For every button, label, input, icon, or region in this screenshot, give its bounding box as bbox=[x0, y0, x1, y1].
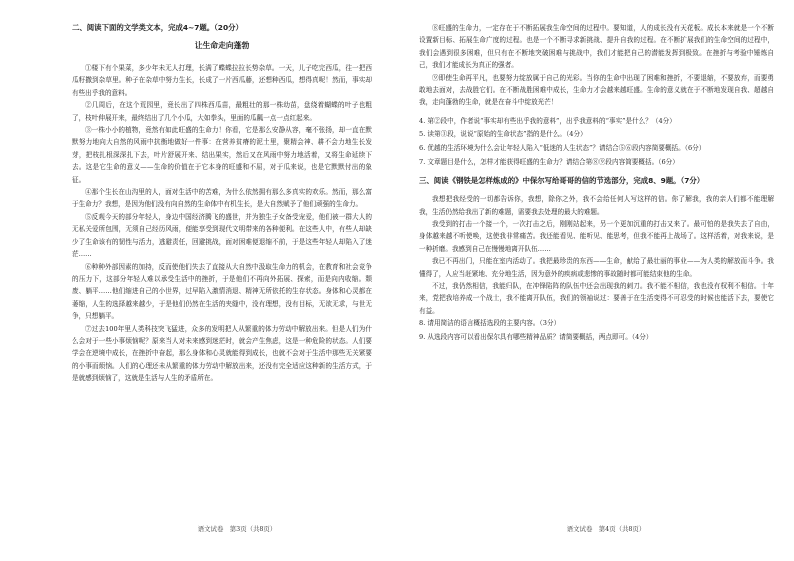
article-paragraph: ②几周后，在这个荒园里，竟长出了四株西瓜苗，最粗壮的那一株幼苗，盘绕着蝴蝶的叶子也粗了，枝叶伸展开来，最终结出了几个小瓜，大如拳头，里面的瓜瓤一点一点红起来。 bbox=[72, 101, 372, 122]
question-item: 4. 第②段中，作者说“事实却有些出乎我的意料”，出乎我意料的“事实”是什么？（4分） bbox=[419, 116, 676, 125]
article-paragraph: ⑤反观今天的部分年轻人，身边中国经济腾飞的盛世，并为独生子女备受宠爱，他们被一群大人的无私关爱所包围，无须自己经历风雨，便能享受到现代文明带来的各种便利。在这些人中，有些人却缺少了生命该有的韧性与活力，逃避责任，回避挑战，面对困难便退缩不前，于是这些年轻人却陷入了迷茫…… bbox=[72, 212, 372, 259]
excerpt-paragraph: 我已不再出门，只能在室内活动了。我把最珍贵的东西——生命，献给了最壮丽的事业——为人类的解放而斗争。我懂得了，人应当赶紧地、充分地生活，因为意外的疾病或悲惨的事故随时都可能结束他的生命。 bbox=[419, 257, 774, 278]
excerpt-paragraph: 我想把我经受的一切都告诉你，我想，除你之外，我不会给任何人写这样的信。你了解我，我的亲人们都不能理解我，生活仍然给我出了新的难题，需要我去处理的最大的难题。 bbox=[419, 195, 774, 216]
page-footer-left: 语文试卷 第3页（共8页） bbox=[197, 525, 277, 533]
left-column bbox=[72, 22, 372, 385]
section-heading-excerpt: 三、阅读《钢铁是怎样炼成的》中保尔写给哥哥的信的节选部分，完成8、9题。（7分） bbox=[419, 176, 705, 186]
right-column bbox=[419, 22, 774, 344]
question-item: 7. 文章题目是什么，怎样才能获得旺盛的生命力？请结合第⑧⑨段内容简要概括。（6分） bbox=[419, 157, 679, 166]
article-paragraph: ⑥种种外部因素的加持，反而使他们失去了直接从大自然中汲取生命力的机会，在教育和社会竞争的压力下，这部分年轻人难以承受生活中的挫折，于是他们不再向外拓展、探索，而是向内收缩。颓废、躺平……他们缩进自己的小世界，过早陷入激情消退、精神无所依托的生存状态。身体和心灵都在萎缩，人生的选择越来越少，于是他们仍然在生活的夹缝中，没有理想，没有目标，无欲无求，与世无争，只想躺平。 bbox=[72, 262, 372, 321]
question-item: 9. 从选段内容可以看出保尔具有哪些精神品质？请简要概括，两点即可。（4分） bbox=[419, 332, 653, 341]
article-paragraph: ⑦过去100年里人类科技突飞猛进，众多的发明把人从繁重的体力劳动中解放出来。但是人们为什么会对于一些小事烦恼呢？原来当人对未来感到迷茫时，就会产生焦虑，这是一种危险的状态。人们要学会在逆境中成长，在挫折中奋起，那么身体和心灵就能得到成长，也就不会对于生活中那些无关紧要的小事而烦恼。人们的心理还未从繁重的体力劳动中解放出来，还没有完全适应这种新的生活方式，于是就感到烦恼了，这就是生活与人生的矛盾所在。 bbox=[72, 324, 372, 383]
page-footer-right: 语文试卷 第4页（共8页） bbox=[566, 525, 646, 533]
article-paragraph: ⑧旺盛的生命力，一定存在于不断拓展我生命空间的过程中。要知道，人的成长没有天花板。成长本来就是一个不断设置新目标、拓展生命广度的过程。也是一个不断寻求新挑战、提升自我的过程。在不断扩展我们的生命空间的过程中，我们会遇到很多困难，但只有在不断地突破困难与挑战中，我们才能把自己的潜能发挥到极致。在挫折与考验中锤炼自己，我们才能成长为真正的强者。 bbox=[419, 24, 774, 70]
article-paragraph: ③一株小小的植物，竟然有如此旺盛的生命力！你看，它是那么安静从容，毫不张扬，却一直在默默努力地向大自然的风雨中抗衡地做好一件事：在营养贫瘠的泥土里，聚精会神、耕不会力地生长发芽，把枝扎根深深扎下去，叶片舒展开来、结出果实，然后又在风雨中努力地活着，又将生命延续下去。这是它生命的意义——生命的价值在于它本身的旺盛和不屈，对于瓜来说，也是它默默付出的象征。 bbox=[72, 126, 372, 184]
article-paragraph: ①楼下有个果菜，多少年未无人打理，长满了蝶蝶拉拉长势杂草。一天，儿子吃完西瓜，往一把西瓜籽撒到杂草里。种子在杂草中努力生长，长成了一片西瓜藤，还想种西瓜，想得真呢！然而，事实却有些出乎我的意料。 bbox=[72, 64, 372, 97]
question-item: 6. 优越的生活环境为什么会让年轻人陷入“低迷的人生状态”？请结合⑤⑥段内容简要概括。（6分） bbox=[419, 144, 706, 153]
article-paragraph: ⑨即使生命再平凡，也要努力绽放属于自己的光彩。当你的生命中出现了困难和挫折，不要退缩，不要放弃，而要勇敢地去面对，去战胜它们。在不断战胜困难中成长，生命力才会越来越旺盛。生命的意义就在于不断地发现自我、超越自我，走向蓬勃的生命，就是在奋斗中绽放光芒！ bbox=[419, 73, 774, 107]
article-paragraph: ④那个生长在山沟里的人，面对生活中的苦难，为什么依然拥有那么多真实的欢乐。然而，那么富于生命力？我想，是因为他们没有向自然的生命体中有机生长，是大自然赋予了他们顽强的生命力。 bbox=[72, 188, 372, 209]
section-heading-reading: 二、阅读下面的文学类文本，完成4~7题。（20分） bbox=[72, 23, 243, 32]
question-item: 5. 读第③段，说说“原始的生命状态”指的是什么。（4分） bbox=[419, 130, 587, 139]
exam-page-right bbox=[397, 0, 794, 561]
question-item: 8. 请用简洁的语言概括选段的主要内容。（3分） bbox=[419, 319, 561, 328]
excerpt-paragraph: 我受到的打击一个接一个，一次打击之后，刚刚站起来，另一个更加沉重的打击又来了。最可怕的是我失去了自由，身体越来越不听使唤，这使我非常痛苦。我还能看见、能听见、能思考，但我不能再上战场了。这样活着，对我来说，是一种折磨。我感到自己在慢慢地离开队伍…… bbox=[419, 220, 774, 253]
article-title: 让生命走向蓬勃 bbox=[194, 41, 250, 50]
excerpt-paragraph: 不过，我仍然相信，我能归队，在冲锋陷阵的队伍中还会出现我的刺刀。我不能不相信，我也没有权利不相信。十年来，党把我培养成一个战士，我不能离开队伍，我们的领袖说过：要善于在生活变得不可忍受的时候也能活下去，要使它有益。 bbox=[419, 282, 774, 315]
